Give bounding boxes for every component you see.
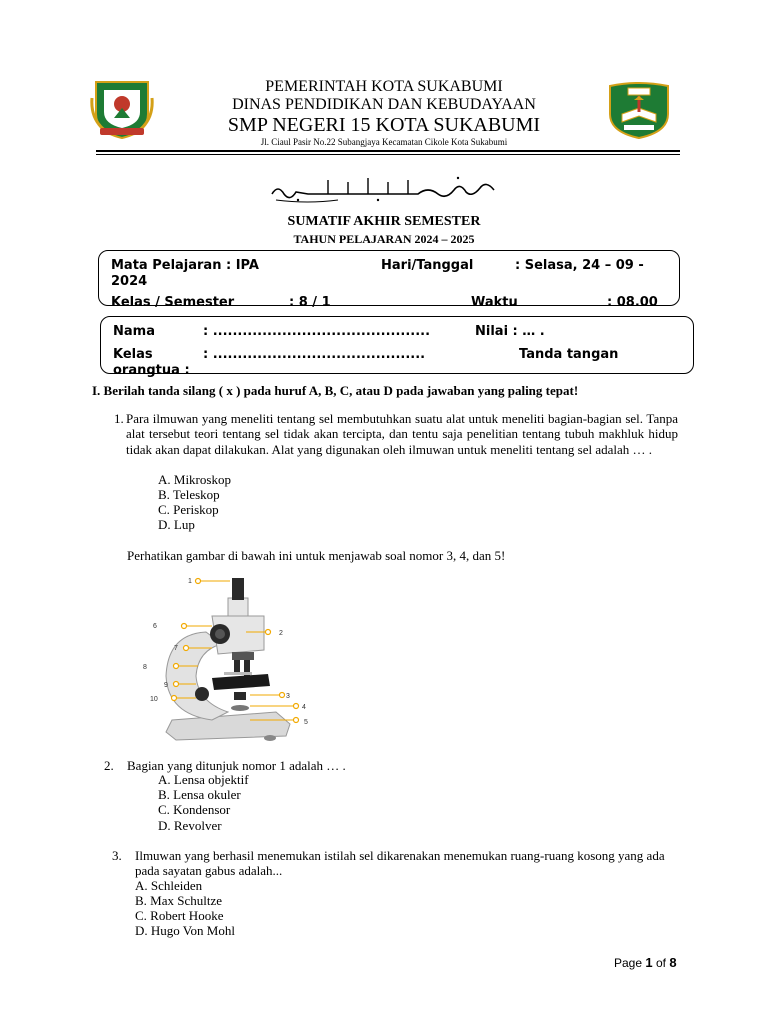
page-current: 1 (645, 955, 653, 970)
q3-number: 3. (112, 848, 122, 863)
section-instruction: I. Berilah tanda silang ( x ) pada huruf A, B, C, atau D pada jawaban yang paling tepat! (92, 383, 579, 398)
label-2: 2 (279, 630, 283, 637)
q3-option-b[interactable]: B. Max Schultze (135, 893, 223, 908)
class-semester-value: : 8 / 1 (289, 295, 331, 310)
q2-number: 2. (104, 758, 114, 773)
signature-label: Tanda tangan (519, 347, 619, 362)
time-value: : 08.00 (607, 295, 658, 310)
score-field[interactable]: Nilai : … . (475, 324, 545, 339)
header-divider-thin (96, 154, 680, 155)
label-10: 10 (150, 696, 158, 703)
q1-option-b[interactable]: B. Teleskop (158, 487, 220, 502)
label-4: 4 (302, 704, 306, 711)
exam-title: SUMATIF AKHIR SEMESTER (287, 214, 481, 229)
q3-option-d[interactable]: D. Hugo Von Mohl (135, 923, 235, 938)
label-6: 6 (153, 623, 157, 630)
q2-text: Bagian yang ditunjuk nomor 1 adalah … . (127, 758, 346, 773)
student-identity-box (100, 316, 694, 378)
page-total: 8 (669, 955, 677, 970)
label-5: 5 (304, 719, 308, 726)
header-government: PEMERINTAH KOTA SUKABUMI (265, 78, 503, 95)
q3-option-c[interactable]: C. Robert Hooke (135, 908, 224, 923)
exam-year: TAHUN PELAJARAN 2024 – 2025 (293, 232, 475, 246)
label-8: 8 (143, 664, 147, 671)
q3-option-a[interactable]: A. Schleiden (135, 878, 203, 893)
header-department: DINAS PENDIDIKAN DAN KEBUDAYAAN (232, 96, 536, 113)
signature-wrap: orangtua : (113, 363, 190, 378)
header-school-name: SMP NEGERI 15 KOTA SUKABUMI (227, 114, 541, 136)
page-word: Page (614, 956, 643, 970)
figure-instruction: Perhatikan gambar di bawah ini untuk menjawab soal nomor 3, 4, dan 5! (127, 548, 506, 563)
q1-option-d[interactable]: D. Lup (158, 517, 195, 532)
q2-option-a[interactable]: A. Lensa objektif (158, 772, 249, 787)
class-field[interactable]: : ........................................... (203, 347, 426, 362)
header-address: Jl. Ciaul Pasir No.22 Subangjaya Kecamatan Cikole Kota Sukabumi (260, 137, 508, 147)
label-7: 7 (174, 645, 178, 652)
q2-option-d[interactable]: D. Revolver (158, 818, 222, 833)
q1-option-c[interactable]: C. Periskop (158, 502, 219, 517)
label-3: 3 (286, 693, 290, 700)
name-label: Nama (113, 324, 155, 339)
subject-label: Mata Pelajaran : IPA (111, 258, 259, 273)
q2-option-c[interactable]: C. Kondensor (158, 802, 231, 817)
q1-number: 1. (114, 411, 124, 426)
q1-option-a[interactable]: A. Mikroskop (158, 472, 231, 487)
day-date-label: Hari/Tanggal (381, 258, 474, 273)
class-label: Kelas (113, 347, 153, 362)
date-value: : Selasa, 24 – 09 - (515, 258, 644, 273)
date-year-wrap: 2024 (111, 274, 148, 289)
name-field[interactable]: : ............................................ (203, 324, 431, 339)
label-1: 1 (188, 578, 192, 585)
header-divider-thick (96, 150, 680, 152)
q2-option-b[interactable]: B. Lensa okuler (158, 787, 241, 802)
class-semester-label: Kelas / Semester (111, 295, 235, 310)
q1-text: Para ilmuwan yang meneliti tentang sel membutuhkan suatu alat untuk meneliti bagian-bagian sel. Tanpa alat tersebut teori tentang sel tidak akan tercipta, dan tentu saja penelitian tentang tubuh makhluk hidup tidak akan dapat dilakukan. Alat yang digunakan oleh ilmuwan untuk meneliti tentang sel adalah … . (126, 411, 678, 457)
time-label: Waktu (471, 295, 518, 310)
exam-info-box (98, 250, 680, 310)
page-number (614, 955, 677, 970)
of-word: of (655, 956, 666, 970)
microscope-diagram (143, 572, 326, 748)
label-9: 9 (164, 682, 168, 689)
bismillah-calligraphy (268, 172, 500, 206)
q3-text: Ilmuwan yang berhasil menemukan istilah sel dikarenakan menemukan ruang-ruang kosong yang ada pada sayatan gabus adalah... (135, 848, 665, 879)
